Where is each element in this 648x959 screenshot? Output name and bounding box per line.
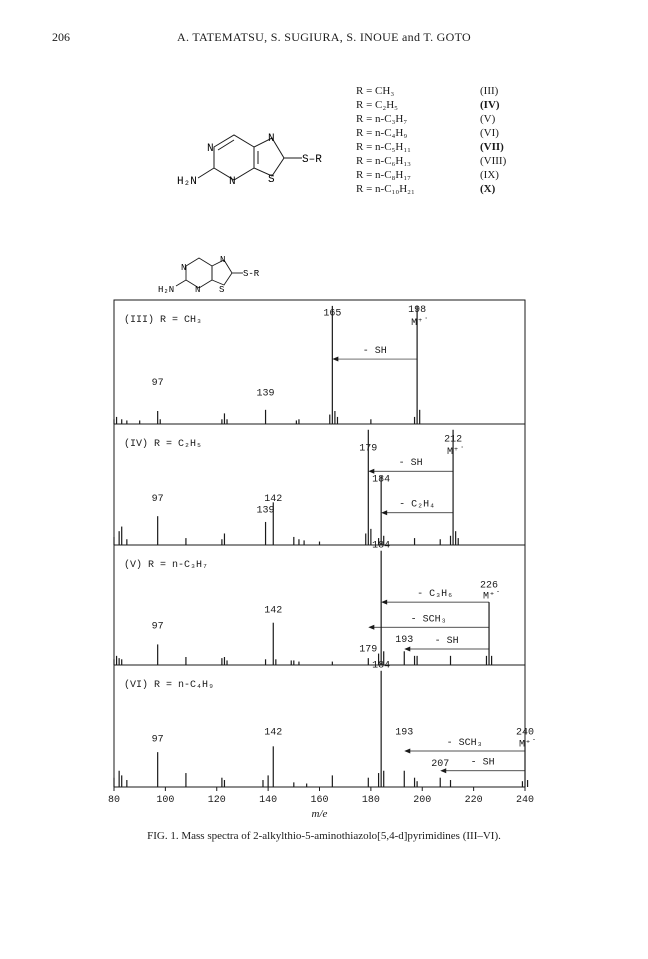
compound-code: (VII) bbox=[480, 141, 504, 153]
neutral-loss-label: - SCH₃ bbox=[446, 737, 483, 749]
neutral-loss-arrowhead bbox=[381, 510, 387, 515]
r-group-formula: R = C₂H₅ bbox=[356, 99, 398, 111]
peak-label: 207 bbox=[431, 759, 450, 771]
running-head: A. TATEMATSU, S. SUGIURA, S. INOUE and T. GOTO bbox=[177, 30, 471, 44]
structure-top-n2: N bbox=[229, 176, 236, 188]
neutral-loss-arrowhead bbox=[404, 748, 410, 753]
structure-top-amine: H₂N bbox=[177, 176, 197, 188]
peak-label: 142 bbox=[264, 494, 283, 506]
spectrum-panel-label: (IV) R = C₂H₅ bbox=[124, 439, 203, 450]
neutral-loss-arrowhead bbox=[368, 625, 374, 630]
x-axis-tick-label: 140 bbox=[259, 795, 278, 806]
peak-label: 97 bbox=[151, 378, 164, 390]
neutral-loss-label: - C₂H₄ bbox=[399, 499, 436, 511]
peak-label: M⁺̇ bbox=[518, 739, 532, 751]
peak-label: 97 bbox=[151, 734, 164, 746]
x-axis-tick-label: 100 bbox=[156, 795, 175, 806]
neutral-loss-arrowhead bbox=[332, 357, 338, 362]
neutral-loss-label: - SH bbox=[398, 458, 423, 470]
r-group-formula: R = n-C₃H₇ bbox=[356, 113, 408, 125]
neutral-loss-arrowhead bbox=[368, 469, 374, 474]
peak-label: 142 bbox=[264, 605, 283, 617]
peak-label: 240 bbox=[515, 727, 535, 739]
figure-caption: FIG. 1. Mass spectra of 2-alkylthio-5-aminothiazolo[5,4-d]pyrimidines (III–VI). bbox=[147, 830, 501, 842]
structure-small-substituent: S-R bbox=[243, 269, 260, 279]
x-axis-tick-label: 220 bbox=[464, 795, 483, 806]
r-group-formula: R = n-C₄H₉ bbox=[356, 127, 408, 139]
compound-code: (IV) bbox=[480, 99, 500, 111]
spectrum-panel-label: (III) R = CH₃ bbox=[124, 315, 203, 326]
peak-label: M⁺̇ bbox=[411, 317, 424, 329]
peak-label: 97 bbox=[151, 494, 164, 506]
peak-label: 193 bbox=[395, 727, 414, 739]
peak-label: 139 bbox=[256, 388, 275, 400]
structure-small-n1: N bbox=[181, 263, 187, 273]
peak-label: 165 bbox=[323, 308, 342, 320]
compound-code: (X) bbox=[480, 183, 496, 195]
compound-code: (VI) bbox=[480, 127, 499, 139]
neutral-loss-label: - SH bbox=[434, 636, 459, 647]
peak-label: M⁺̇ bbox=[447, 446, 460, 458]
peak-label: 139 bbox=[256, 505, 275, 517]
structure-small-amine: H₂N bbox=[158, 285, 175, 295]
peak-label: 184 bbox=[372, 660, 391, 672]
page-number: 206 bbox=[52, 30, 70, 44]
neutral-loss-label: - SH bbox=[470, 757, 495, 769]
peak-label: M⁺̇ bbox=[483, 591, 496, 603]
compound-code: (VIII) bbox=[480, 155, 507, 167]
x-axis-tick-label: 200 bbox=[413, 795, 432, 806]
x-axis-label: m/e bbox=[311, 808, 328, 820]
structure-small-n2: N bbox=[195, 285, 201, 295]
peak-label: 142 bbox=[264, 727, 283, 739]
x-axis-tick-label: 240 bbox=[515, 795, 535, 806]
structure-top-n3: N bbox=[268, 133, 275, 145]
x-axis-tick-label: 160 bbox=[310, 795, 329, 806]
peak-label: 212 bbox=[444, 434, 463, 446]
peak-label: 193 bbox=[395, 635, 414, 647]
neutral-loss-label: - C₃H₆ bbox=[417, 589, 454, 601]
neutral-loss-arrowhead bbox=[381, 600, 387, 605]
neutral-loss-label: - SH bbox=[362, 346, 387, 358]
neutral-loss-arrowhead bbox=[404, 647, 410, 652]
peak-label: 179 bbox=[359, 443, 378, 455]
spectrum-panel-label: (VI) R = n-C₄H₉ bbox=[124, 680, 215, 691]
compound-code: (V) bbox=[480, 113, 496, 125]
peak-label: 226 bbox=[480, 580, 499, 592]
peak-label: 97 bbox=[151, 621, 164, 633]
x-axis-tick-label: 80 bbox=[107, 795, 121, 806]
peak-label: 198 bbox=[408, 304, 427, 316]
spectrum-panel-label: (V) R = n-C₃H₇ bbox=[124, 560, 209, 571]
r-group-formula: R = n-C₁₀H₂₁ bbox=[356, 183, 415, 195]
x-axis-tick-label: 180 bbox=[361, 795, 380, 806]
x-axis-tick-label: 120 bbox=[207, 795, 226, 806]
r-group-formula: R = n-C₅H₁₁ bbox=[356, 141, 411, 153]
r-group-formula: R = CH₃ bbox=[356, 85, 395, 97]
compound-code: (IX) bbox=[480, 169, 499, 181]
peak-label: 184 bbox=[372, 474, 391, 486]
compound-code: (III) bbox=[480, 85, 499, 97]
r-group-formula: R = n-C₆H₁₃ bbox=[356, 155, 411, 167]
peak-label: 179 bbox=[359, 644, 378, 656]
structure-top-s1: S bbox=[268, 174, 275, 186]
structure-small-n3: N bbox=[220, 255, 226, 265]
peak-label: 184 bbox=[372, 540, 391, 552]
neutral-loss-label: - SCH₃ bbox=[410, 614, 447, 626]
structure-top-substituent: S–R bbox=[302, 154, 322, 166]
structure-top-n1: N bbox=[207, 143, 214, 155]
structure-small-s1: S bbox=[219, 285, 225, 295]
r-group-formula: R = n-C₈H₁₇ bbox=[356, 169, 411, 181]
